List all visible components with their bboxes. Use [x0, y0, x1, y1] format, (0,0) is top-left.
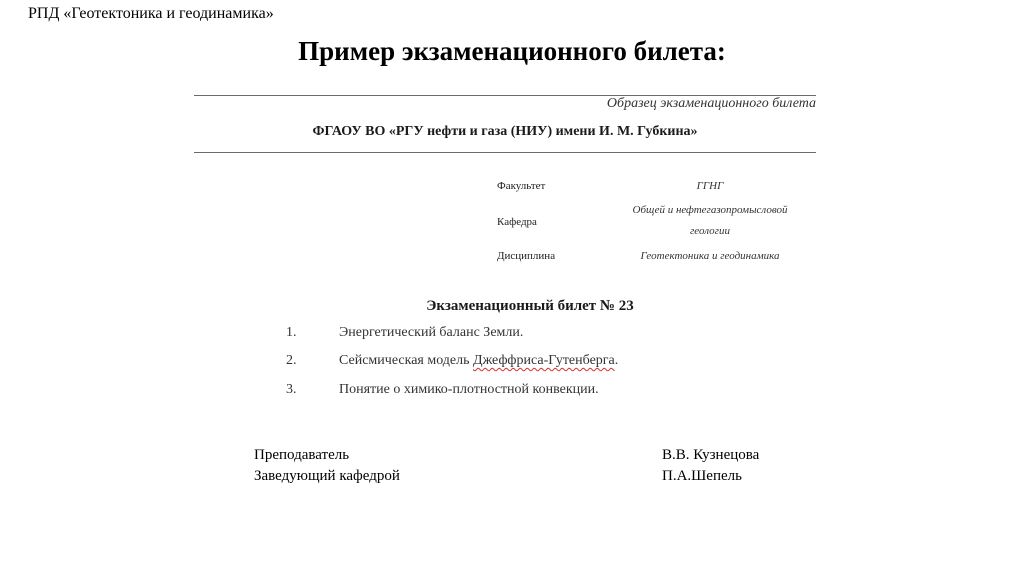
question-text-start: Сейсмическая модель: [339, 353, 474, 368]
department-value-line1: Общей и нефтегазопромысловой: [632, 204, 788, 216]
discipline-label: Дисциплина: [497, 250, 556, 262]
department-label: Кафедра: [497, 216, 537, 228]
organization-name: ФГАОУ ВО «РГУ нефти и газа (НИУ) имени И. М. Губкина»: [312, 124, 698, 139]
sample-label: Образец экзаменационного билета: [606, 96, 816, 111]
signature-name: П.А.Шепель: [662, 468, 742, 484]
question-number: 2.: [286, 353, 297, 368]
signature-name: В.В. Кузнецова: [662, 447, 760, 463]
spellcheck-marked-word: Джеффриса-Гутенберга: [473, 353, 615, 368]
question-number: 1.: [286, 325, 297, 340]
discipline-value: Геотектоника и геодинамика: [640, 250, 780, 262]
question-text: [339, 353, 618, 369]
signature-role: Заведующий кафедрой: [254, 468, 400, 484]
question-text: Понятие о химико-плотностной конвекции.: [339, 382, 599, 397]
page-title: Пример экзаменационного билета:: [298, 36, 726, 66]
faculty-label: Факультет: [497, 180, 546, 192]
faculty-value: ГГНГ: [696, 180, 724, 192]
question-text: Энергетический баланс Земли.: [339, 325, 524, 340]
signature-role: Преподаватель: [254, 447, 350, 463]
question-number: 3.: [286, 382, 297, 397]
bottom-divider: [194, 152, 816, 153]
document-header: РПД «Геотектоника и геодинамика»: [28, 5, 274, 22]
ticket-title: Экзаменационный билет № 23: [426, 298, 634, 314]
department-value-line2: геологии: [690, 225, 730, 237]
question-text-end: .: [614, 353, 619, 368]
